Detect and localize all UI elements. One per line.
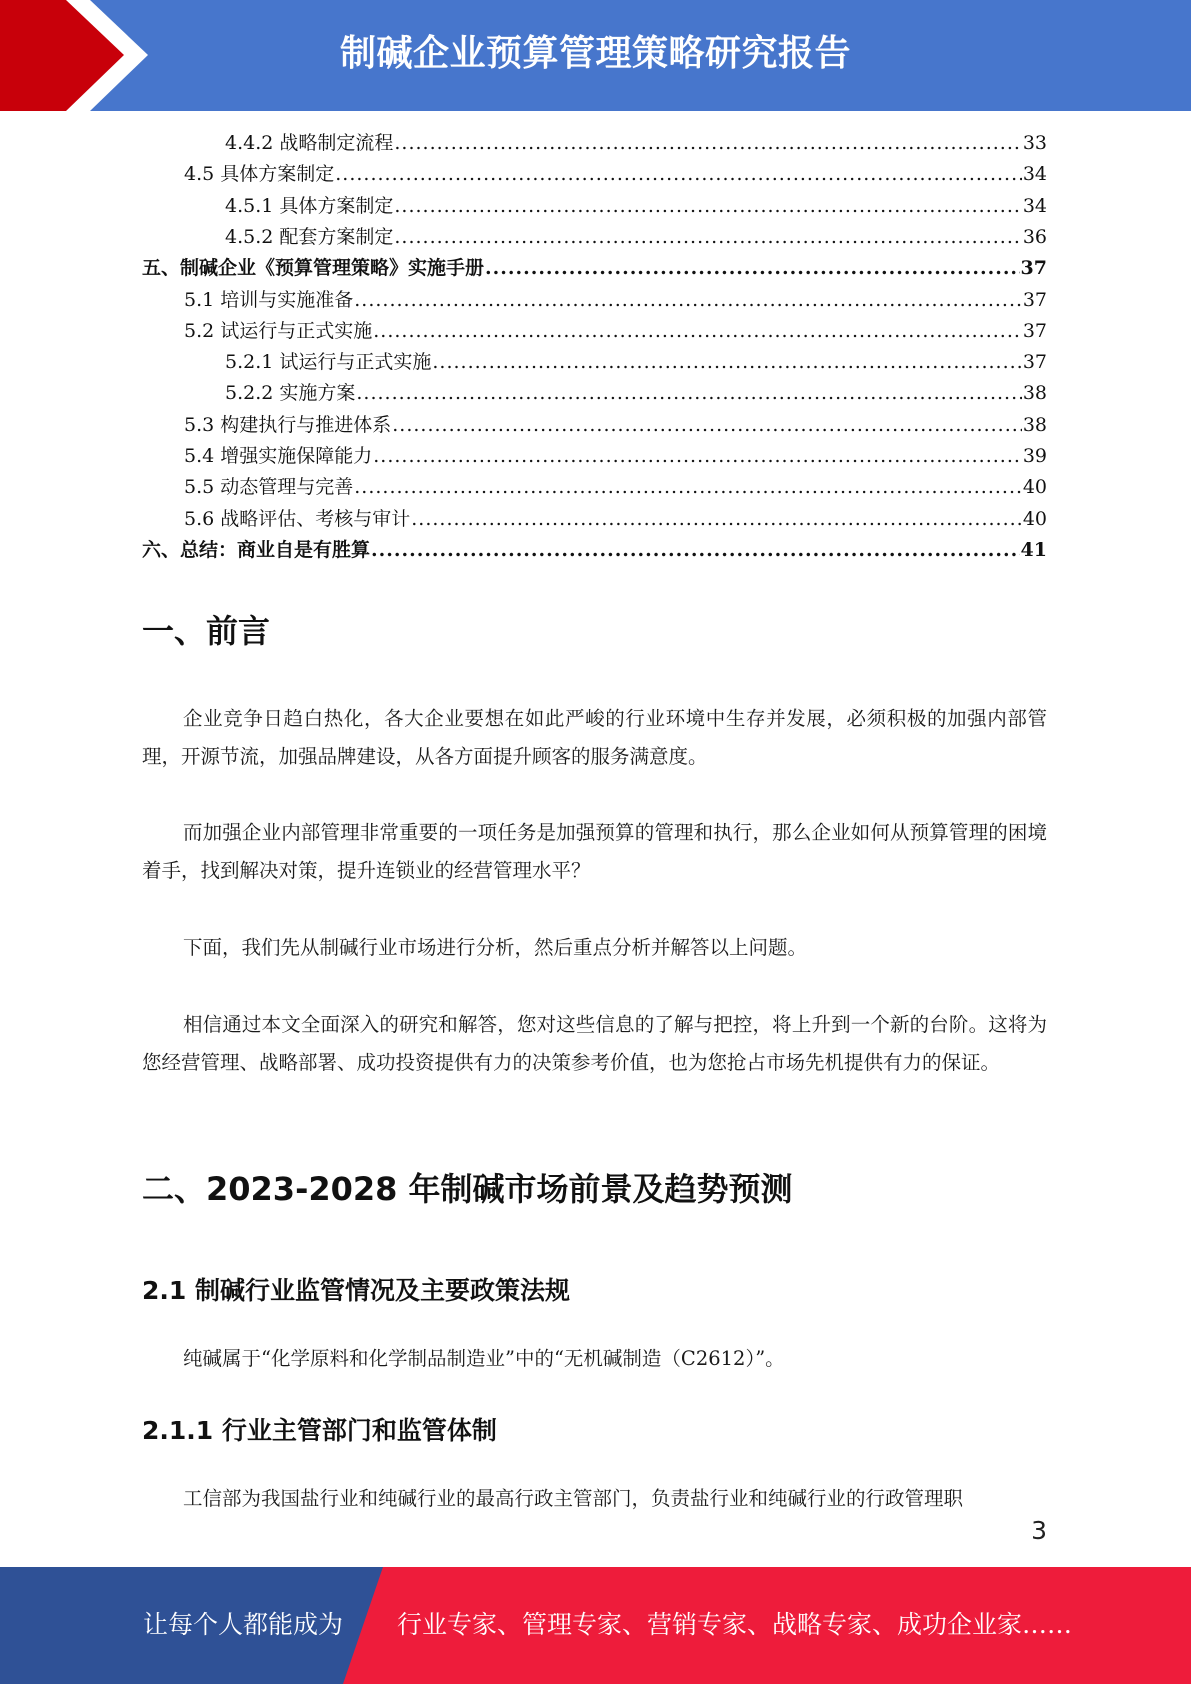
footer-slogan-left: 让每个人都能成为 [143, 1610, 344, 1639]
toc-leader-dots [485, 257, 1020, 279]
toc-leader-dots [411, 508, 1022, 530]
toc-entry-page: 37 [1022, 288, 1047, 311]
toc-entry[interactable] [184, 472, 1047, 503]
toc-leader-dots [354, 289, 1022, 311]
toc-entry-label: 六、总结：商业自是有胜算 [142, 538, 371, 561]
toc-entry-page: 37 [1020, 257, 1047, 280]
toc-entry[interactable] [225, 191, 1047, 222]
toc-entry-page: 38 [1022, 382, 1047, 405]
toc-entry-page: 34 [1022, 163, 1047, 186]
toc-entry-label: 4.5.2 配套方案制定 [225, 225, 394, 248]
toc-entry[interactable] [225, 347, 1047, 378]
toc-entry-page: 34 [1022, 194, 1047, 217]
toc-entry-label: 5.2.1 试运行与正式实施 [225, 351, 432, 374]
toc-entry[interactable] [184, 441, 1047, 472]
header-banner [0, 0, 1191, 111]
toc-entry-page: 33 [1022, 132, 1047, 154]
section-heading-preface: 一、前言 [142, 612, 271, 650]
toc-entry[interactable] [225, 222, 1047, 253]
toc-entry[interactable] [142, 535, 1047, 566]
toc-entry[interactable] [184, 316, 1047, 347]
toc-entry-label: 5.5 动态管理与完善 [184, 476, 354, 499]
toc-entry-label: 5.4 增强实施保障能力 [184, 445, 373, 467]
toc-entry-label: 4.5.1 具体方案制定 [225, 194, 394, 217]
header-title: 制碱企业预算管理策略研究报告 [340, 33, 852, 74]
toc-entry-page: 37 [1022, 351, 1047, 374]
toc-leader-dots [373, 445, 1022, 467]
toc-entry[interactable] [184, 504, 1047, 535]
toc-leader-dots [392, 414, 1022, 436]
preface-paragraph-2: 而加强企业内部管理非常重要的一项任务是加强预算的管理和执行，那么企业如何从预算管理的困境着手，找到解决对策，提升连锁业的经营管理水平？ [142, 821, 1047, 882]
page-number: 3 [1031, 1516, 1047, 1545]
toc-entry[interactable] [142, 253, 1047, 284]
toc-entry[interactable] [225, 378, 1047, 409]
toc-entry-label: 5.1 培训与实施准备 [184, 288, 354, 311]
toc-leader-dots [394, 226, 1021, 248]
preface-paragraph-4: 相信通过本文全面深入的研究和解答，您对这些信息的了解与把控，将上升到一个新的台阶。这将为您经营管理、战略部署、成功投资提供有力的决策参考价值，也为您抢占市场先机提供有力的保证。 [142, 1013, 1047, 1074]
toc-leader-dots [335, 163, 1022, 185]
toc-leader-dots [394, 132, 1021, 154]
toc-entry-label: 5.2.2 实施方案 [225, 382, 356, 405]
subsection-2-1-paragraph: 纯碱属于“化学原料和化学制品制造业”中的“无机碱制造（C2612）”。 [183, 1347, 785, 1370]
toc-leader-dots [394, 195, 1021, 217]
toc-entry-label: 五、制碱企业《预算管理策略》实施手册 [142, 257, 485, 280]
toc-leader-dots [371, 539, 1020, 561]
toc-entry-page: 36 [1022, 225, 1047, 248]
toc-entry-label: 4.4.2 战略制定流程 [225, 132, 394, 154]
toc-entry-page: 40 [1022, 476, 1047, 499]
toc-entry[interactable] [225, 128, 1047, 159]
toc-leader-dots [373, 320, 1022, 342]
preface-paragraph-1: 企业竞争日趋白热化，各大企业要想在如此严峻的行业环境中生存并发展，必须积极的加强内部管理，开源节流，加强品牌建设，从各方面提升顾客的服务满意度。 [142, 707, 1047, 768]
toc-leader-dots [356, 382, 1021, 404]
toc-entry-page: 37 [1022, 319, 1047, 342]
toc-leader-dots [354, 476, 1022, 498]
toc-entry-label: 5.2 试运行与正式实施 [184, 319, 373, 342]
toc-entry[interactable] [184, 159, 1047, 190]
preface-paragraph-3: 下面，我们先从制碱行业市场进行分析，然后重点分析并解答以上问题。 [183, 936, 808, 959]
toc-entry-page: 38 [1022, 413, 1047, 436]
subsection-heading-2-1: 2.1 制碱行业监管情况及主要政策法规 [142, 1276, 570, 1305]
toc-entry[interactable] [184, 285, 1047, 316]
footer-slogan-right: 行业专家、管理专家、营销专家、战略专家、成功企业家…… [397, 1610, 1073, 1639]
toc-entry-page: 40 [1022, 507, 1047, 530]
toc-entry-label: 4.5 具体方案制定 [184, 163, 335, 186]
toc-entry-page: 39 [1022, 445, 1047, 467]
subsection-2-1-1-paragraph: 工信部为我国盐行业和纯碱行业的最高行政主管部门，负责盐行业和纯碱行业的行政管理职 [183, 1487, 964, 1510]
toc-entry-page: 41 [1020, 538, 1047, 561]
toc-entry[interactable] [184, 410, 1047, 441]
subsection-heading-2-1-1: 2.1.1 行业主管部门和监管体制 [142, 1416, 497, 1445]
toc-leader-dots [432, 351, 1021, 373]
toc-entry-label: 5.6 战略评估、考核与审计 [184, 507, 411, 530]
toc-entry-label: 5.3 构建执行与推进体系 [184, 413, 392, 436]
footer-banner [0, 1567, 1191, 1684]
section-heading-market-forecast: 二、2023-2028 年制碱市场前景及趋势预测 [142, 1170, 793, 1208]
header-arrow-icon [0, 0, 200, 111]
